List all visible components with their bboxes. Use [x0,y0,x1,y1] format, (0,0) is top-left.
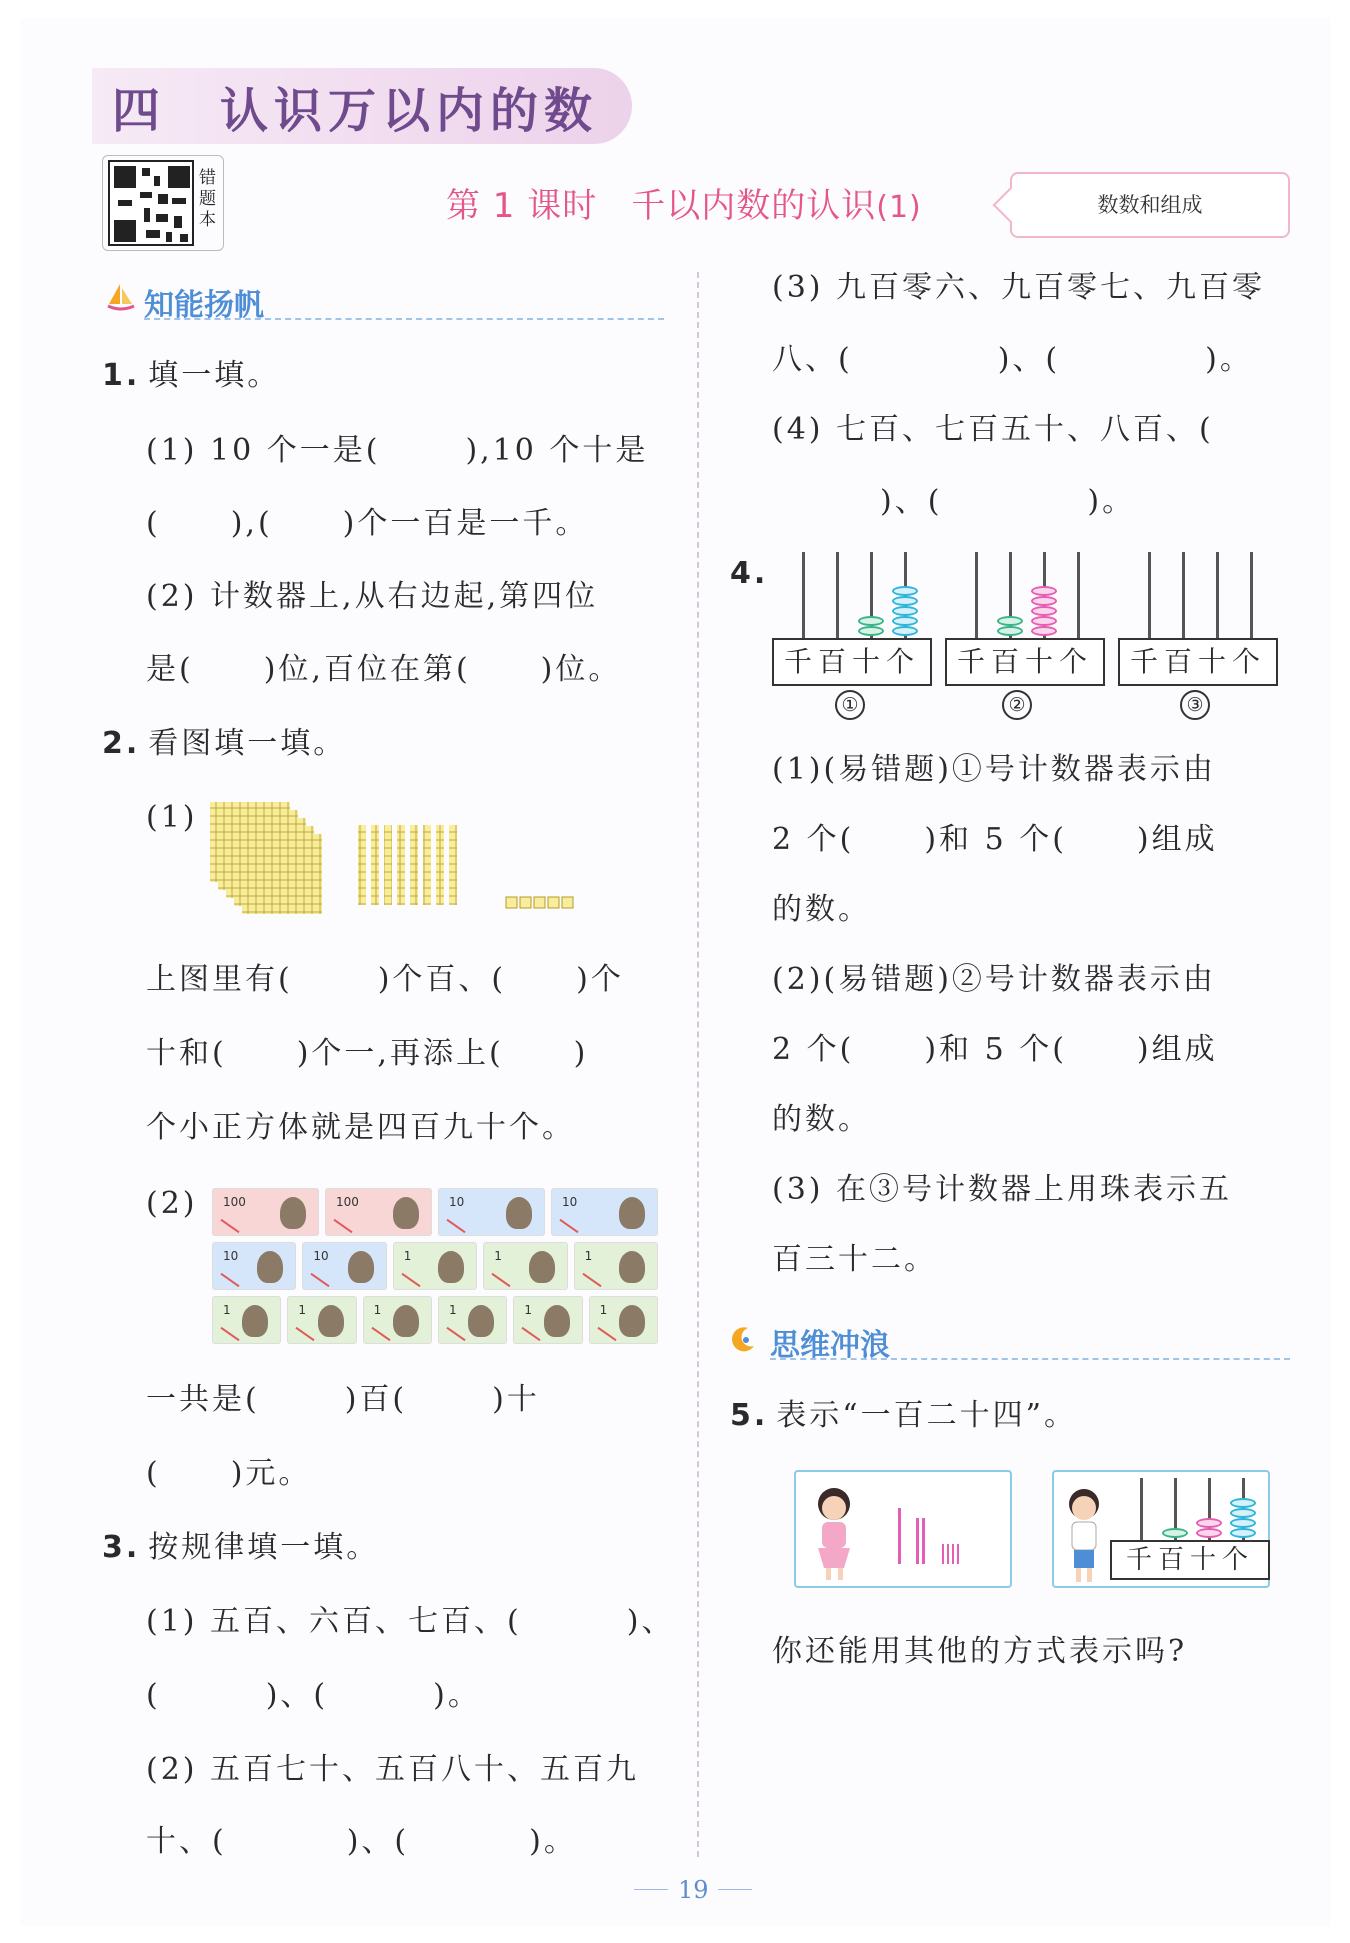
chapter-heading [112,72,598,141]
q4-part3-line2: 百三十二。 [772,1242,937,1277]
qr-label: 错题本 [199,168,216,230]
banknote-value: 10 [313,1249,329,1263]
banknote [483,1242,567,1290]
section-advanced: 思维冲浪 [770,1328,890,1363]
q3-part2-line2: 十、( )、( )。 [146,1824,577,1859]
portrait-icon [280,1197,306,1229]
portrait-icon [393,1197,419,1229]
q1-part1-line2: ( ),( )个一百是一千。 [146,506,589,541]
portrait-icon [393,1305,419,1337]
q3-part2-line1: (2) 五百七十、五百八十、五百九 [146,1752,640,1787]
q3-part4-line2: )、( )。 [880,484,1136,519]
abacus-rod [1250,552,1253,642]
banknote-stripe [492,1273,511,1287]
unit-cubes [506,897,573,908]
q2-part2-line2: ( )元。 [146,1456,312,1491]
lesson-name: 千以内数的认识 [631,186,877,226]
banknote-stripe [401,1273,420,1287]
banknote-value: 1 [298,1303,306,1317]
q4-number: 4. [730,556,769,591]
abacus-rod [836,552,839,642]
footer-line-right [718,1889,752,1890]
q2-number: 2. [102,726,141,761]
portrait-icon [619,1197,645,1229]
lesson-prefix: 第 1 课时 [446,186,598,226]
banknote [438,1296,507,1344]
abacus-3-number: ③ [1180,690,1210,720]
q2-title: 2. 看图填一填。 [102,726,347,761]
banknote [438,1188,545,1236]
banknote-value: 1 [584,1249,593,1263]
q2-part2-line1: 一共是( )百( )十 [146,1382,540,1417]
banknote [393,1242,477,1290]
banknote-stripe [522,1327,541,1341]
banknote [589,1296,658,1344]
portrait-icon [506,1197,532,1229]
abacus-rod [1182,552,1185,642]
banknote [287,1296,356,1344]
banknote-stripe [446,1327,465,1341]
q3-title: 3. 按规律填一填。 [102,1530,380,1565]
q4-part1-line2: 2 个( )和 5 个( )组成 [772,822,1218,857]
portrait-icon [438,1251,464,1283]
q2-part1-label: (1) [146,800,198,835]
banknote [212,1242,296,1290]
banknote-value: 1 [449,1303,457,1317]
q1-number: 1. [102,358,141,393]
q4-part1-line1: (1)(易错题)①号计数器表示由 [772,752,1216,787]
abacus-rod [975,552,978,642]
banknote-value: 10 [449,1195,465,1209]
banknote-stripe [220,1273,239,1287]
q4-part2-line1: (2)(易错题)②号计数器表示由 [772,962,1216,997]
q3-number: 3. [102,1530,141,1565]
banknote-value: 100 [336,1195,359,1209]
banknote [513,1296,582,1344]
abacus-rod [1148,552,1151,642]
banknote-value: 1 [599,1303,608,1317]
section-basic-line [144,318,664,320]
abacus-rod [1140,1478,1143,1544]
portrait-icon [619,1251,645,1283]
banknote-stripe [220,1219,239,1233]
q3-part3-line2: 八、( )、( )。 [772,342,1253,377]
abacus-3-label: 千百十个 [1118,638,1278,686]
abacus-rod [1077,552,1080,642]
banknote [212,1296,281,1344]
q5-abacus-picture [1052,1470,1270,1588]
abacus-1-number: ① [835,690,865,720]
banknote [325,1188,432,1236]
base-ten-blocks-image [208,800,598,930]
banknote-stripe [333,1219,352,1233]
banknote-stripe [371,1327,390,1341]
banknote [551,1188,658,1236]
banknote-stripe [582,1273,601,1287]
banknote-stripe [446,1219,465,1233]
banknote-stripe [559,1219,578,1233]
banknote-stripe [220,1327,239,1341]
q3-part3-line1: (3) 九百零六、九百零七、九百零 [772,270,1266,305]
portrait-icon [242,1305,268,1337]
footer-line-left [634,1889,668,1890]
abacus-2-label: 千百十个 [945,638,1105,686]
q3-part4-line1: (4) 七百、七百五十、八百、( [772,412,1214,447]
banknote-value: 1 [494,1249,502,1263]
q4-part2-line3: 的数。 [772,1102,871,1137]
q2-part1-line3: 个小正方体就是四百九十个。 [146,1110,575,1145]
banknote-value: 10 [562,1195,578,1209]
banknote [302,1242,386,1290]
abacus-1 [772,552,932,692]
q2-part2-label: (2) [146,1186,198,1221]
portrait-icon [348,1251,374,1283]
hundred-flat [242,834,322,914]
banknote-value: 1 [403,1249,412,1263]
q2-part1-line1: 上图里有( )个百、( )个 [146,962,624,997]
q3-part1-line1: (1) 五百、六百、七百、( )、 [146,1604,675,1639]
ten-rods [358,825,457,905]
q5-question: 你还能用其他的方式表示吗? [772,1634,1188,1669]
q5-number: 5. [730,1398,769,1433]
abacus-2 [945,552,1105,692]
banknote-value: 10 [223,1249,239,1263]
girl-with-sticks-image [796,1472,1014,1590]
topic-tag: 数数和组成 [1010,172,1290,238]
banknotes-image [212,1188,664,1348]
sail-icon [106,282,136,312]
banknote [574,1242,658,1290]
portrait-icon [318,1305,344,1337]
banknote-value: 1 [373,1303,382,1317]
banknote [212,1188,319,1236]
banknote-stripe [296,1327,315,1341]
abacus-1-label: 千百十个 [772,638,932,686]
q5-sticks-picture [794,1470,1012,1588]
lesson-title [446,178,922,227]
section-basic: 知能扬帆 [144,288,264,323]
banknote [363,1296,432,1344]
q5-title: 5. 表示“一百二十四”。 [730,1398,1077,1433]
portrait-icon [619,1305,645,1337]
q5-abacus [1110,1478,1270,1578]
portrait-icon [544,1305,570,1337]
abacus-2-number: ② [1002,690,1032,720]
portrait-icon [257,1251,283,1283]
abacus-3[interactable] [1118,552,1278,692]
chapter-title: 认识万以内的数 [220,83,599,139]
abacus-rod [802,552,805,642]
q2-part1-line2: 十和( )个一,再添上( ) [146,1036,589,1071]
banknote-value: 100 [223,1195,246,1209]
q4-part3-line1: (3) 在③号计数器上用珠表示五 [772,1172,1233,1207]
q4-part2-line2: 2 个( )和 5 个( )组成 [772,1032,1218,1067]
chapter-number: 四 [112,83,167,139]
qr-code-icon[interactable] [108,160,194,246]
q1-part2-line1: (2) 计数器上,从右边起,第四位 [146,579,599,614]
q1-part2-line2: 是( )位,百位在第( )位。 [146,652,622,687]
banknote-value: 1 [524,1303,532,1317]
banknote-stripe [597,1327,616,1341]
q3-part1-line2: ( )、( )。 [146,1678,481,1713]
section-advanced-line [770,1358,1290,1360]
portrait-icon [529,1251,555,1283]
lesson-part: (1) [876,190,922,225]
q4-part1-line3: 的数。 [772,892,871,927]
banknote-value: 1 [223,1303,231,1317]
banknote-stripe [311,1273,330,1287]
page-number: 19 [678,1876,709,1904]
q5-abacus-label: 千百十个 [1110,1540,1270,1580]
q1-title: 1. 填一填。 [102,358,281,393]
column-divider [697,272,699,1857]
q1-part1-line1: (1) 10 个一是( ),10 个十是 [146,433,649,468]
abacus-rod [1216,552,1219,642]
portrait-icon [468,1305,494,1337]
moon-icon [728,1324,758,1354]
